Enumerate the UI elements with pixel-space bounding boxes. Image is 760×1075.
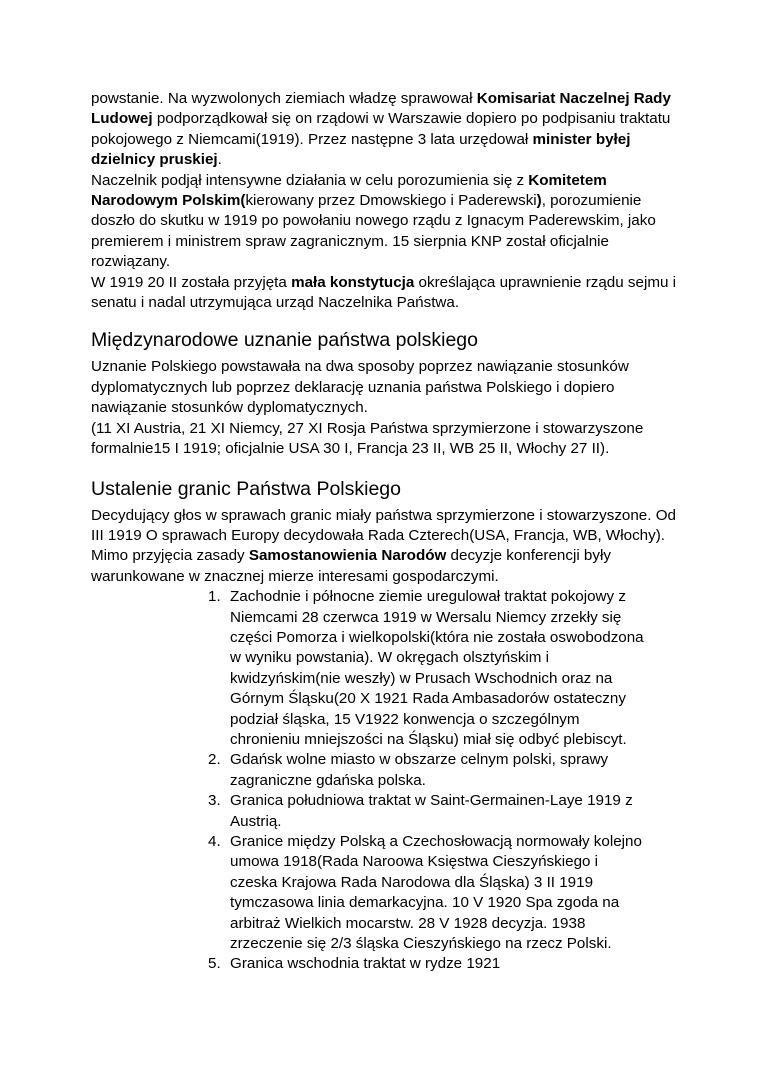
list-item-text: Granica wschodnia traktat w rydze 1921 [230,955,501,973]
list-item-text: Zachodnie i północne ziemie uregulował traktat pokojowy z Niemcami 28 czerwca 1919 w Wersalu Niemcy zrzekły się części Pomorza i wielkopolski(która nie została oswobodzona w wyniku powstania). W okręgach olsztyńskim i kwidzyńskim(nie weszły) w Prusach Wschodnich oraz na Górnym Śląsku(20 X 1921 Rada Ambasadorów ostateczny podział śląska, 15 V1922 konwencja o szczególnym chronieniu mniejszości na Śląsku) miał się odbyć plebiscyt. [230,588,644,748]
paragraph-recognition-1: Uznanie Polskiego powstawała na dwa sposoby poprzez nawiązanie stosunków dyplomatycznych lub poprzez deklarację uznania państwa Polskiego i dopiero nawiązanie stosunków dyplomatycznych. [91,358,629,417]
list-item-text: Granice między Polską a Czechosłowacją normowały kolejno umowa 1918(Rada Naroowa Księstwa Cieszyńskiego i czeska Krajowa Rada Narodowa dla Śląska) 3 II 1919 tymczasowa linia demarkacyjna. 10 V 1920 Spa zgoda na arbitraż Wielkich mocarstw. 28 V 1928 decyzja. 1938 zrzeczenie się 2/3 śląska Cieszyńskiego na rzecz Polski. [230,833,642,953]
bold-term: Samostanowienia Narodów [248,547,447,565]
bold-term: minister byłej dzielnicy pruskiej [91,130,631,169]
paragraph-borders-1: Decydujący głos w sprawach granic miały państwa sprzymierzone i stowarzyszone. Od III 1919 O sprawach Europy decydowała Rada Czterech(USA, Francja, WB, Włochy). Mimo przyjęcia zasady Samostanowienia Narodów decyzje konferencji były warunkowane w znacznej mierze interesami gospodarczymi. [91,506,676,585]
document-body [91,89,681,975]
heading-recognition: Międzynarodowe uznanie państwa polskiego [91,329,478,352]
list-number: 5. [208,955,221,973]
bold-term: Komisariat Naczelnej Rady Ludowej [91,90,671,128]
list-item-text: Gdańsk wolne miasto w obszarze celnym polski, sprawy zagraniczne gdańska polska. [230,751,609,789]
paragraph-intro-2: Naczelnik podjął intensywne działania w celu porozumienia się z Komitetem Narodowym Polskim(kierowany przez Dmowskiego i Paderewski), porozumienie doszło do skutku w 1919 po powołaniu nowego rządu z Ignacym Paderewskim, jako premierem i ministrem spraw zagranicznym. 15 sierpnia KNP został oficjalnie rozwiązany. [91,171,656,271]
paragraph-intro-3: W 1919 20 II została przyjęta mała konstytucja określająca uprawnienie rządu sejmu i senatu i nadal utrzymująca urząd Naczelnika Państwa. [91,273,677,312]
list-item [208,750,648,791]
list-item-text: Granica południowa traktat w Saint-Germainen-Laye 1919 z Austrią. [230,792,633,830]
bold-term: Komitetem Narodowym Polskim( [91,171,607,210]
list-item [208,791,648,832]
list-number: 1. [208,588,221,606]
bold-term: ) [536,192,542,210]
list-item [208,587,648,750]
list-number: 3. [208,792,221,810]
borders-list [208,587,648,975]
bold-term: mała konstytucja [291,273,415,291]
paragraph-intro-1: powstanie. Na wyzwolonych ziemiach władzę sprawował Komisariat Naczelnej Rady Ludowej podporządkował się on rządowi w Warszawie dopiero po podpisaniu traktatu pokojowego z Niemcami(1919). Przez następne 3 lata urzędował minister byłej dzielnicy pruskiej. [91,90,671,169]
heading-borders: Ustalenie granic Państwa Polskiego [91,477,402,500]
paragraph-recognition-2: (11 XI Austria, 21 XI Niemcy, 27 XI Rosja Państwa sprzymierzone i stowarzyszone formalnie15 I 1919; oficjalnie USA 30 I, Francja 23 II, WB 25 II, Włochy 27 II). [91,419,644,458]
list-number: 4. [208,833,221,850]
list-number: 2. [208,751,221,769]
list-item [208,832,648,954]
list-item [208,954,648,974]
